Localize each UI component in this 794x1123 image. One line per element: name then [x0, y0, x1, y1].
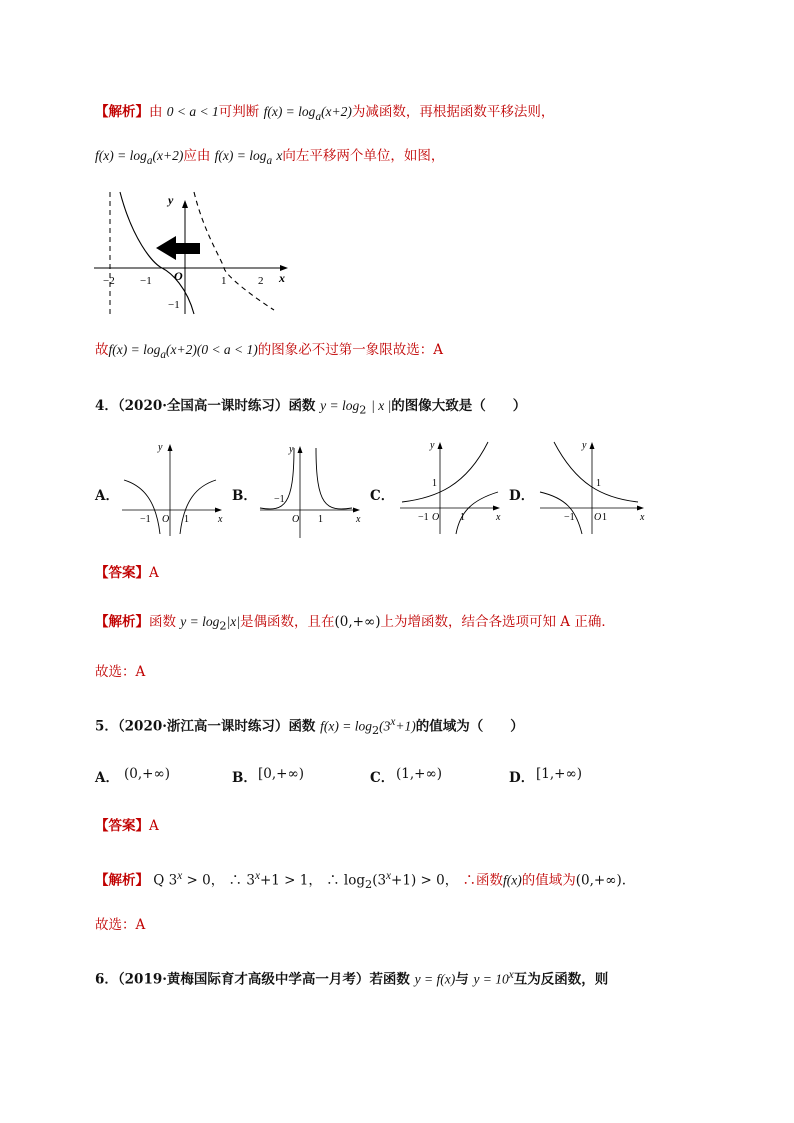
shift-graph	[92, 188, 302, 316]
analysis-line-2: $f(x) = \log_a(x+2)$应由 $f(x) = \log_a x$向左平移两个单位，如图，	[95, 148, 445, 167]
q5-analysis: 【解析】 Q $3^x > 0$， ∴ $3^x+1 > 1$， ∴ $\log_2(3^x+1) > 0$， ∴函数f(x)的值域为(0,+∞).	[95, 870, 627, 892]
graph-b-x: x	[356, 514, 361, 525]
analysis-line-3: 故$f(x) = \log_a(x+2)(0 < a < 1)$的图象必不过第一象限故选：A	[95, 342, 444, 361]
q5-option-a-value[interactable]: (0,+∞)	[124, 766, 170, 782]
svg-text:−1: −1	[274, 494, 285, 505]
q4-answer: 【答案】A	[95, 565, 159, 581]
graph-d-x: x	[640, 512, 645, 523]
q4-option-a[interactable]: A．	[95, 488, 119, 504]
graph-tick-y1: 1	[173, 243, 179, 255]
svg-text:−1: −1	[140, 514, 151, 525]
q4-analysis: 【解析】函数 $y = \log_2|x|$是偶函数，且在(0,+∞)上为增函数，结合各选项可知 A 正确．	[95, 614, 615, 633]
q5-option-c-label[interactable]: C．	[370, 770, 395, 786]
svg-text:1: 1	[184, 514, 189, 525]
q5-option-d-value[interactable]: [1,+∞)	[536, 766, 582, 782]
svg-text:−1: −1	[564, 512, 575, 523]
svg-text:O: O	[292, 514, 300, 525]
analysis-label: 【解析】	[95, 104, 149, 120]
graph-c-x: x	[496, 512, 501, 523]
q4-select: 故选：A	[95, 664, 146, 680]
svg-text:−1: −1	[418, 512, 429, 523]
q5-answer: 【答案】A	[95, 818, 159, 834]
q4-graph-c	[396, 436, 506, 536]
svg-text:1: 1	[318, 514, 323, 525]
graph-c-y: y	[430, 440, 435, 451]
svg-text:O: O	[594, 512, 602, 523]
svg-text:1: 1	[602, 512, 607, 523]
q6-stem: 6．（2019·黄梅国际育才高级中学高一月考）若函数 y = f(x)与 $y = 10^x$互为反函数，则	[95, 969, 609, 988]
graph-d-y: y	[582, 440, 587, 451]
q5-select: 故选：A	[95, 917, 146, 933]
graph-tick-2: 2	[258, 275, 264, 287]
q5-option-b-label[interactable]: B．	[232, 770, 257, 786]
q5-option-b-value[interactable]: [0,+∞)	[258, 766, 304, 782]
graph-origin: O	[174, 269, 183, 283]
graph-tick-neg2: −2	[103, 275, 115, 287]
q5-option-d-label[interactable]: D．	[509, 770, 535, 786]
graph-a-y: y	[158, 442, 163, 453]
graph-x-label: x	[279, 271, 285, 285]
q5-option-a-label[interactable]: A．	[95, 770, 119, 786]
svg-text:O: O	[162, 514, 170, 525]
graph-a-x: x	[218, 514, 223, 525]
q5-option-c-value[interactable]: (1,+∞)	[396, 766, 442, 782]
graph-tick-1: 1	[221, 275, 227, 287]
svg-text:1: 1	[460, 512, 465, 523]
q4-graph-a	[118, 438, 228, 538]
q5-stem: 5．（2020·浙江高一课时练习）函数 $f(x) = \log_2(3^x+1)$的值域为（ ）	[95, 716, 524, 738]
svg-text:O: O	[432, 512, 440, 523]
q4-stem: 4．（2020·全国高一课时练习）函数 $y = \log_2$ | x |的图像大致是（ ）	[95, 398, 527, 417]
svg-text:1: 1	[596, 478, 601, 489]
q4-option-d[interactable]: D．	[509, 488, 535, 504]
q4-option-b[interactable]: B．	[232, 488, 257, 504]
q4-option-c[interactable]: C．	[370, 488, 395, 504]
graph-y-label: y	[168, 193, 174, 207]
svg-text:1: 1	[432, 478, 437, 489]
q4-graph-d	[536, 436, 652, 536]
q4-graph-b	[256, 440, 366, 540]
graph-tick-yneg1: −1	[168, 299, 180, 311]
graph-tick-neg1: −1	[140, 275, 152, 287]
analysis-line-1: 【解析】由 0 < a < 1可判断 $f(x) = \log_a(x+2)$为减函数，再根据函数平移法则，	[95, 104, 555, 123]
graph-b-y: y	[289, 444, 294, 455]
